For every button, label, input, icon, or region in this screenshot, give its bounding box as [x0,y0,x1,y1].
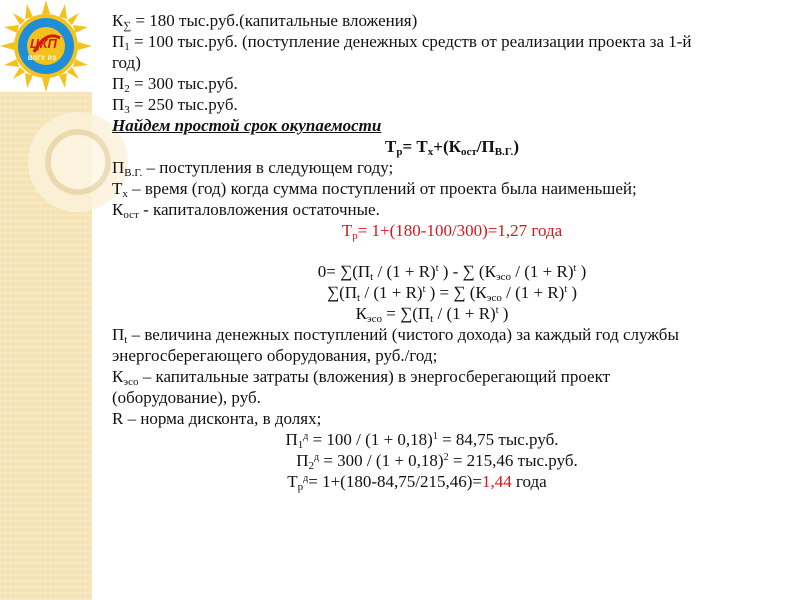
tp-result-2-value: 1,44 [481,472,512,491]
p1-line: $П_1 = 100$ тыс.руб. (поступление денежных средств от реализации проекта за 1-й [112,32,692,53]
tp-result-2: $Т_р^д= 1+(180-84,75/215,46)=1,44$ года [287,472,547,493]
logo-ring-text: ВЛГУ РЭ [28,56,57,62]
tp-result-1: $Т_р= 1+(180-100/300)=1,27$ года [341,221,563,242]
equation-2: $\sum(П_t / (1 + R)^t$ ) = ∑ ($К_{эсо} / (1 + R)^t$ ) [326,283,578,304]
def-pvg: $П_{В.Г.}$ – поступления в следующем году; [112,158,394,179]
calc-2: $П_2^д = 300 / (1 + 0,18)^2 = 215,46$ тыс.руб. [296,451,578,472]
def-r: R – норма дисконта, в долях; [112,409,322,428]
p1-line-cont: год) [112,53,141,72]
def-kost: $К_{ост}$ - капиталовложения остаточные. [112,200,380,221]
spacer [112,241,792,261]
calc-1: $П_1^д = 100 / (1 + 0,18)^1 = 84,75$ тыс.руб. [285,430,559,451]
logo-text: ЦКП [30,36,57,51]
payback-formula: $Т_р= Т_х+(К_{ост}/П_{В.Г.})$ [385,137,519,158]
def-pt-2: энергосберегающего оборудования, руб./год; [112,346,438,365]
section-heading: Найдем простой срок окупаемости [112,116,382,135]
def-pt-1: $П_t$ – величина денежных поступлений (чистого дохода) за каждый год службы [112,325,679,346]
def-tx: $Т_х$ – время (год) когда сумма поступлений от проекта была наименьшей; [112,179,637,200]
slide-content [112,10,792,492]
p2-line: $П_2 = 300$ тыс.руб. [112,74,238,95]
p3-line: $П_3 = 250$ тыс.руб. [112,95,238,116]
equation-1: $0= \sum(П_t / (1 + R)^t$ ) - ∑ ($К_{эсо} / (1 + R)^t$ ) [317,262,587,283]
equation-3: $К_{эсо} = \sum(П_t / (1 + R)^t$ ) [355,304,509,325]
logo [0,0,92,92]
k-sum-line: $К_\sum = 180$ тыс.руб.(капитальные вложения) [112,11,418,32]
def-keso-1: $К_{эсо}$ – капитальные затраты (вложения) в энергосберегающий проект [112,367,611,388]
def-keso-2: (оборудование), руб. [112,388,261,407]
